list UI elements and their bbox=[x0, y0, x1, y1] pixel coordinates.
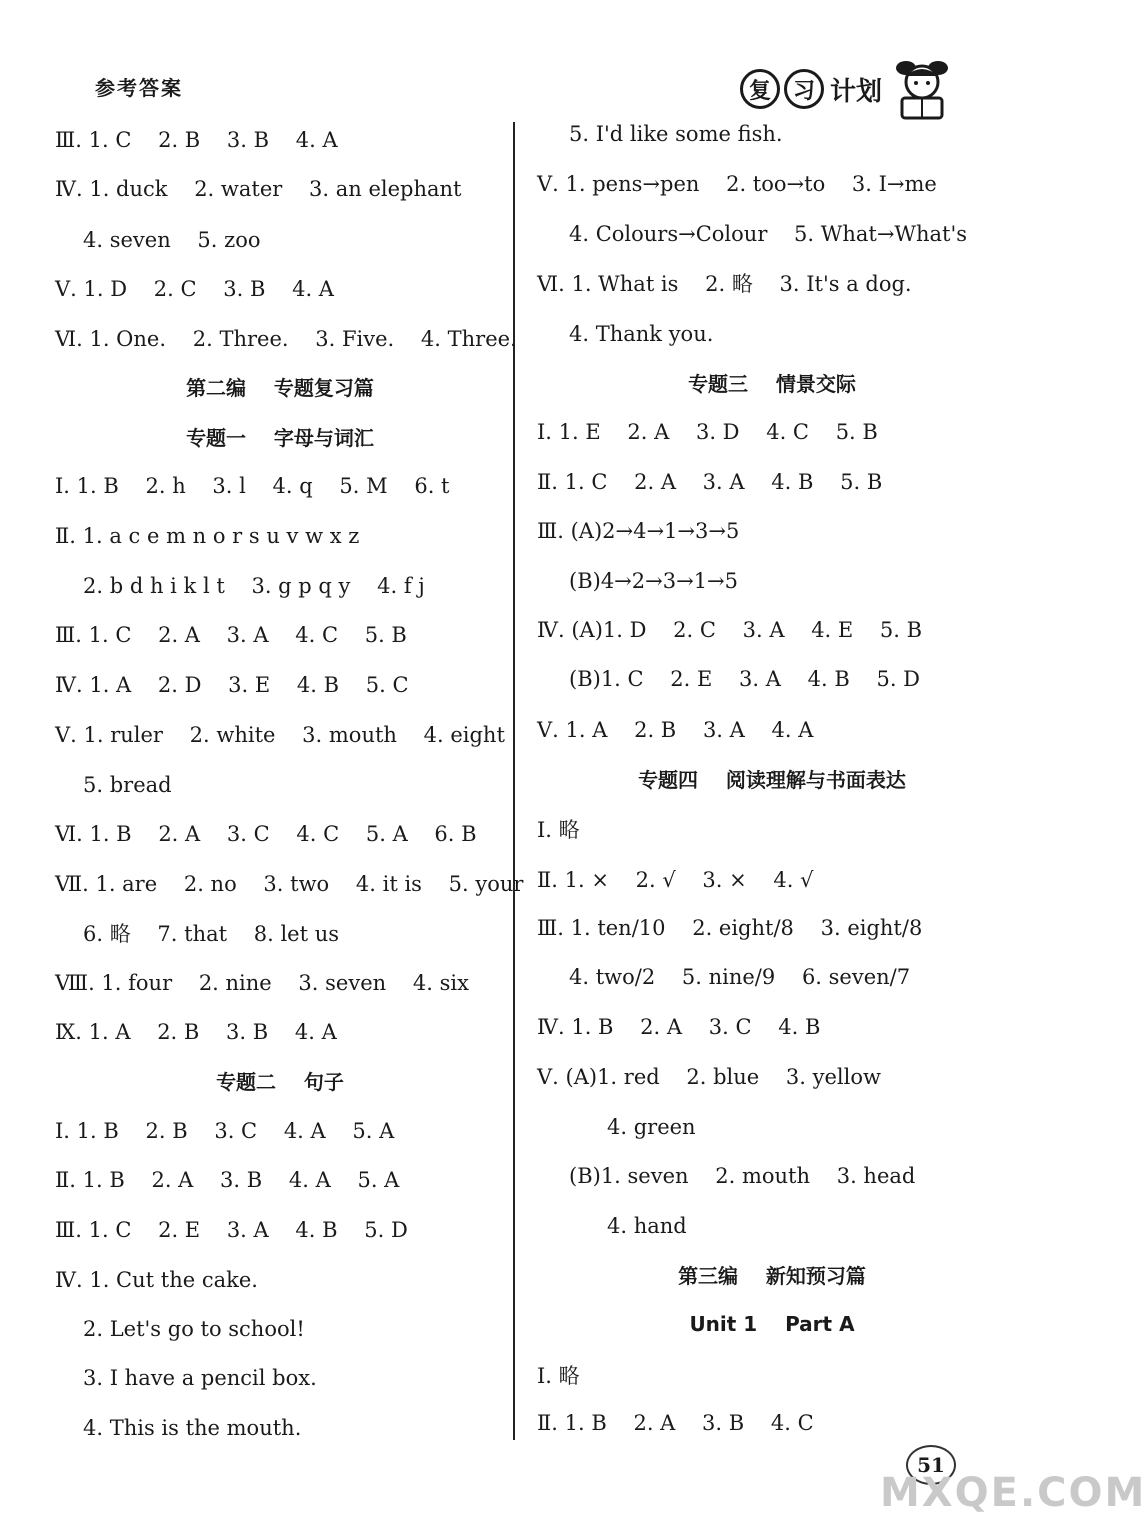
answer-line: Ⅱ. 1. C 2. A 3. A 4. B 5. B bbox=[537, 470, 883, 494]
answer-line: Ⅸ. 1. A 2. B 3. B 4. A bbox=[55, 1020, 337, 1044]
answer-line: Ⅲ. 1. ten/10 2. eight/8 3. eight/8 bbox=[537, 916, 923, 940]
answer-line: 4. seven 5. zoo bbox=[83, 228, 261, 252]
answer-line: Ⅲ. 1. C 2. A 3. A 4. C 5. B bbox=[55, 623, 407, 647]
watermark-text: MXQE.COM bbox=[880, 1470, 1146, 1516]
answer-line: 5. I'd like some fish. bbox=[569, 122, 783, 146]
column-divider bbox=[513, 122, 515, 1440]
answer-line: Ⅱ. 1. B 2. A 3. B 4. C bbox=[537, 1411, 814, 1435]
answer-line: 4. Colours→Colour 5. What→What's bbox=[569, 222, 968, 246]
answer-line: Ⅷ. 1. four 2. nine 3. seven 4. six bbox=[55, 971, 469, 995]
answer-line: Ⅱ. 1. B 2. A 3. B 4. A 5. A bbox=[55, 1168, 400, 1192]
answer-line: 2. b d h i k l t 3. g p q y 4. f j bbox=[83, 574, 425, 598]
answer-line: Ⅲ. (A)2→4→1→3→5 bbox=[537, 519, 740, 543]
answer-line: 4. green bbox=[607, 1115, 696, 1139]
answer-line: Ⅳ. (A)1. D 2. C 3. A 4. E 5. B bbox=[537, 618, 923, 642]
answer-line: Ⅰ. 1. E 2. A 3. D 4. C 5. B bbox=[537, 420, 878, 444]
answer-line: Ⅰ. 略 bbox=[537, 1364, 580, 1388]
logo-char-1: 复 bbox=[740, 69, 780, 109]
answer-line: 4. This is the mouth. bbox=[83, 1416, 302, 1440]
answer-line: Ⅵ. 1. One. 2. Three. 3. Five. 4. Three. bbox=[55, 327, 517, 351]
answer-line: 6. 略 7. that 8. let us bbox=[83, 922, 340, 946]
answer-line: Ⅴ. 1. ruler 2. white 3. mouth 4. eight bbox=[55, 723, 505, 747]
answer-line: Ⅲ. 1. C 2. E 3. A 4. B 5. D bbox=[55, 1218, 408, 1242]
answer-line: Ⅲ. 1. C 2. B 3. B 4. A bbox=[55, 128, 338, 152]
book-logo bbox=[740, 58, 952, 120]
answer-line: Ⅵ. 1. B 2. A 3. C 4. C 5. A 6. B bbox=[55, 822, 477, 846]
answer-line: (B)1. C 2. E 3. A 4. B 5. D bbox=[569, 667, 921, 691]
logo-char-2: 习 bbox=[784, 69, 824, 109]
answer-line: Ⅰ. 1. B 2. B 3. C 4. A 5. A bbox=[55, 1119, 395, 1143]
answer-line: Ⅳ. 1. A 2. D 3. E 4. B 5. C bbox=[55, 673, 409, 697]
answer-line: (B)1. seven 2. mouth 3. head bbox=[569, 1164, 916, 1188]
answer-line: 3. I have a pencil box. bbox=[83, 1366, 317, 1390]
answer-key-title: 参考答案 bbox=[95, 76, 183, 100]
answer-line: Ⅴ. 1. pens→pen 2. too→to 3. I→me bbox=[537, 172, 937, 196]
answer-line: (B)4→2→3→1→5 bbox=[569, 569, 739, 593]
answer-line: Ⅰ. 1. B 2. h 3. l 4. q 5. M 6. t bbox=[55, 474, 450, 498]
answer-line: 2. Let's go to school! bbox=[83, 1317, 305, 1341]
logo-text: 计划 bbox=[830, 76, 883, 107]
answer-line: Ⅳ. 1. duck 2. water 3. an elephant bbox=[55, 177, 462, 201]
answer-line: Ⅶ. 1. are 2. no 3. two 4. it is 5. your bbox=[55, 872, 524, 896]
answer-line: Ⅴ. (A)1. red 2. blue 3. yellow bbox=[537, 1065, 881, 1089]
section-heading: 专题四 阅读理解与书面表达 bbox=[638, 768, 906, 792]
section-heading: 专题二 句子 bbox=[216, 1070, 344, 1094]
section-heading: 专题三 情景交际 bbox=[688, 372, 856, 396]
answer-line: Ⅵ. 1. What is 2. 略 3. It's a dog. bbox=[537, 272, 912, 296]
answer-line: Ⅱ. 1. × 2. √ 3. × 4. √ bbox=[537, 868, 814, 892]
answer-line: Ⅱ. 1. a c e m n o r s u v w x z bbox=[55, 524, 360, 548]
answer-line: Ⅳ. 1. Cut the cake. bbox=[55, 1268, 258, 1292]
answer-line: Ⅴ. 1. A 2. B 3. A 4. A bbox=[537, 718, 814, 742]
page-number: 51 bbox=[906, 1445, 956, 1485]
answer-line: Ⅰ. 略 bbox=[537, 818, 580, 842]
section-heading: 专题一 字母与词汇 bbox=[186, 426, 374, 450]
answer-line: Ⅳ. 1. B 2. A 3. C 4. B bbox=[537, 1015, 821, 1039]
girl-mascot-icon bbox=[892, 58, 952, 120]
section-heading: 第三编 新知预习篇 bbox=[678, 1264, 866, 1288]
answer-line: 4. Thank you. bbox=[569, 322, 714, 346]
answer-line: 4. hand bbox=[607, 1214, 687, 1238]
section-heading: Unit 1 Part A bbox=[689, 1312, 855, 1336]
section-heading: 第二编 专题复习篇 bbox=[186, 376, 374, 400]
answer-line: 5. bread bbox=[83, 773, 172, 797]
answer-line: Ⅴ. 1. D 2. C 3. B 4. A bbox=[55, 277, 334, 301]
answer-line: 4. two/2 5. nine/9 6. seven/7 bbox=[569, 965, 911, 989]
